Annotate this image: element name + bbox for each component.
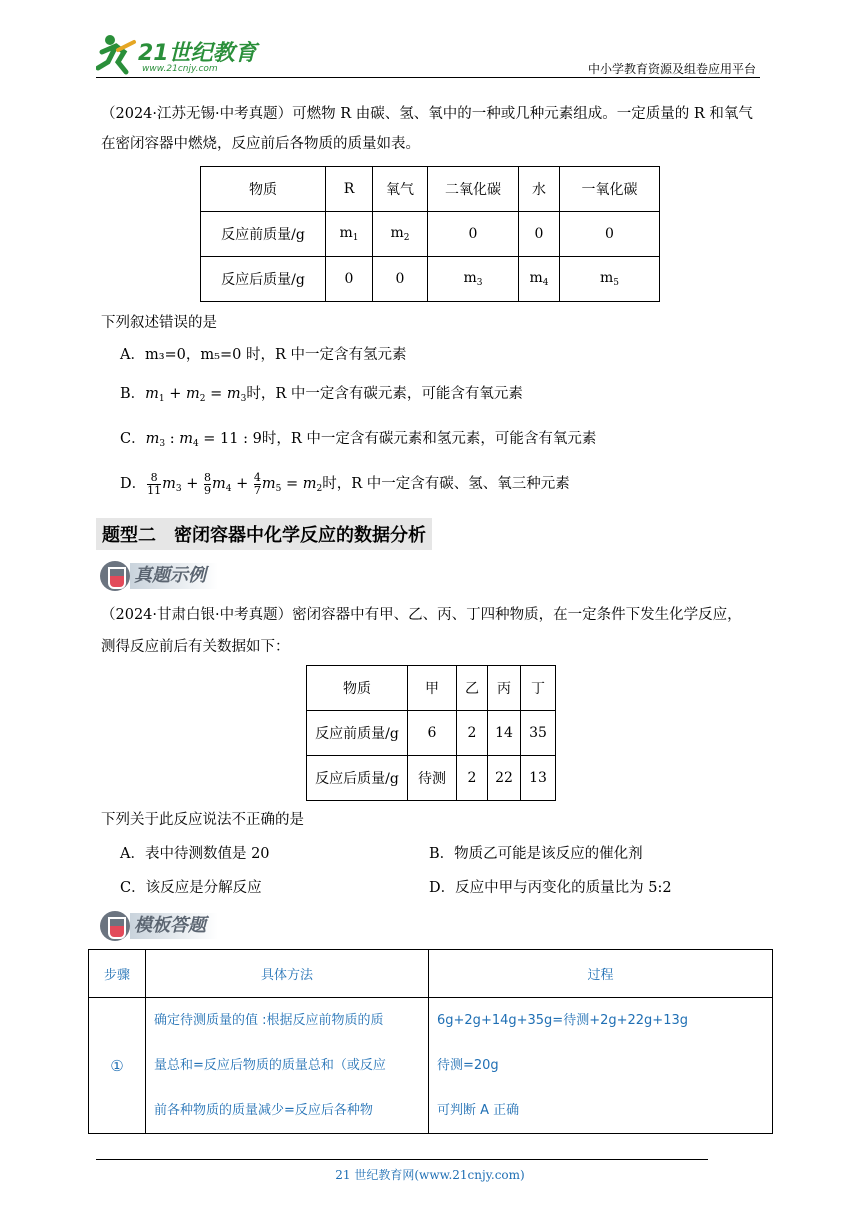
q2-cell: 待测	[408, 756, 457, 801]
template-answer-table	[88, 949, 773, 1134]
q1-cell-m2: $m_2$	[373, 212, 428, 257]
q1-option-b: B．$m_1 + m_2 = m_3$时，R 中一定含有碳元素，可能含有氧元素	[120, 386, 523, 404]
q2-stem: 下列关于此反应说法不正确的是	[101, 812, 304, 828]
q2-th-ding: 丁	[521, 666, 556, 711]
logo	[96, 32, 266, 78]
q1-cell: 0	[519, 212, 560, 257]
q1-th-water: 水	[519, 167, 560, 212]
q1-intro-line2: 在密闭容器中燃烧，反应前后各物质的质量如表。	[101, 136, 420, 152]
tpl-step-number: ①	[89, 998, 146, 1134]
q2-cell: 2	[457, 711, 488, 756]
q1-cell: 0	[560, 212, 660, 257]
q1-option-d: D． $\frac{8}{11}$ $m_3$ + $\frac{8}{9}$ $m_4$ + $\frac{4}{7}$ $m_5 = m_2$时，R 中一定含有碳、氢、氧三种元素	[120, 470, 570, 497]
q2-row2-label: 反应后质量/g	[307, 756, 408, 801]
q1-th-oxygen: 氧气	[373, 167, 428, 212]
q2-mass-table	[306, 665, 556, 801]
banner-template-answer-label: 模板答题	[130, 913, 218, 939]
q1-option-c: C．$m_3$ : $m_4 = 11$ : 9时，R 中一定含有碳元素和氢元素，可能含有氧元素	[120, 431, 597, 449]
q1-th-co: 一氧化碳	[560, 167, 660, 212]
banner-real-example-label: 真题示例	[130, 563, 218, 589]
header-divider	[96, 77, 760, 78]
q2-th-yi: 乙	[457, 666, 488, 711]
q2-intro-line2: 测得反应前后有关数据如下：	[101, 639, 290, 655]
header-tagline: 中小学教育资源及组卷应用平台	[587, 62, 756, 76]
q1-cell: 0	[326, 257, 373, 302]
q1-option-b-text: 时，R 中一定含有碳元素，可能含有氧元素	[246, 386, 523, 402]
q1-cell: 0	[428, 212, 519, 257]
q1-th-substance: 物质	[201, 167, 326, 212]
q1-cell: 0	[373, 257, 428, 302]
tpl-method-line: 量总和=反应后物质的质量总和（或反应	[154, 1058, 386, 1073]
tpl-process-cell	[429, 998, 773, 1134]
q1-option-d-text: 时，R 中一定含有碳、氢、氧三种元素	[322, 476, 570, 492]
q1-th-r: R	[326, 167, 373, 212]
q2-cell: 22	[488, 756, 521, 801]
q2-th-bing: 丙	[488, 666, 521, 711]
q2-cell: 13	[521, 756, 556, 801]
banner-real-example	[100, 561, 240, 591]
tpl-method-cell	[146, 998, 429, 1134]
tpl-process-line: 待测=20g	[437, 1058, 499, 1073]
q1-option-c-text: 时，R 中一定含有碳元素和氢元素，可能含有氧元素	[261, 431, 597, 447]
flask-icon	[100, 561, 130, 591]
q2-option-c: C．该反应是分解反应	[120, 880, 262, 896]
q2-th-jia: 甲	[408, 666, 457, 711]
tpl-th-step: 步骤	[89, 950, 146, 998]
q2-option-a: A．表中待测数值是 20	[120, 846, 270, 862]
tpl-process-line: 可判断 A 正确	[437, 1103, 520, 1118]
q1-option-a: A．m₃=0，m₅=0 时，R 中一定含有氢元素	[120, 347, 407, 363]
q1-stem: 下列叙述错误的是	[101, 315, 217, 331]
logo-url: www.21cnjy.com	[142, 64, 218, 74]
q2-cell: 14	[488, 711, 521, 756]
q1-row2-label: 反应后质量/g	[201, 257, 326, 302]
q2-option-d: D．反应中甲与丙变化的质量比为 5:2	[429, 880, 672, 896]
logo-text: 21世纪教育	[138, 41, 257, 66]
q2-intro-line1: （2024·甘肃白银·中考真题）密闭容器中有甲、乙、丙、丁四种物质，在一定条件下发生化学反应，	[101, 607, 742, 623]
flask-icon	[100, 911, 130, 941]
tpl-method-line: 前各种物质的质量减少=反应后各种物	[154, 1103, 373, 1118]
footer-divider	[96, 1159, 708, 1160]
q1-row1-label: 反应前质量/g	[201, 212, 326, 257]
banner-template-answer	[100, 911, 240, 941]
q1-mass-table	[200, 166, 660, 302]
q2-cell: 2	[457, 756, 488, 801]
q1-cell-m4: $m_4$	[519, 257, 560, 302]
tpl-th-method: 具体方法	[146, 950, 429, 998]
q1-intro-line1: （2024·江苏无锡·中考真题）可燃物 R 由碳、氢、氧中的一种或几种元素组成。一定质量的 R 和氧气	[101, 106, 753, 122]
footer-text: 21 世纪教育网(www.21cnjy.com)	[335, 1168, 525, 1182]
q2-cell: 6	[408, 711, 457, 756]
tpl-th-process: 过程	[429, 950, 773, 998]
q1-cell-m3: $m_3$	[428, 257, 519, 302]
q1-cell-m5: $m_5$	[560, 257, 660, 302]
tpl-method-line: 确定待测质量的值 :根据反应前物质的质	[154, 1013, 384, 1028]
q2-cell: 35	[521, 711, 556, 756]
q2-row1-label: 反应前质量/g	[307, 711, 408, 756]
q1-th-co2: 二氧化碳	[428, 167, 519, 212]
tpl-process-line: 6g+2g+14g+35g=待测+2g+22g+13g	[437, 1013, 688, 1028]
q2-th-substance: 物质	[307, 666, 408, 711]
q1-cell-m1: $m_1$	[326, 212, 373, 257]
q2-option-b: B．物质乙可能是该反应的催化剂	[429, 846, 643, 862]
section-title: 题型二 密闭容器中化学反应的数据分析	[96, 518, 432, 550]
